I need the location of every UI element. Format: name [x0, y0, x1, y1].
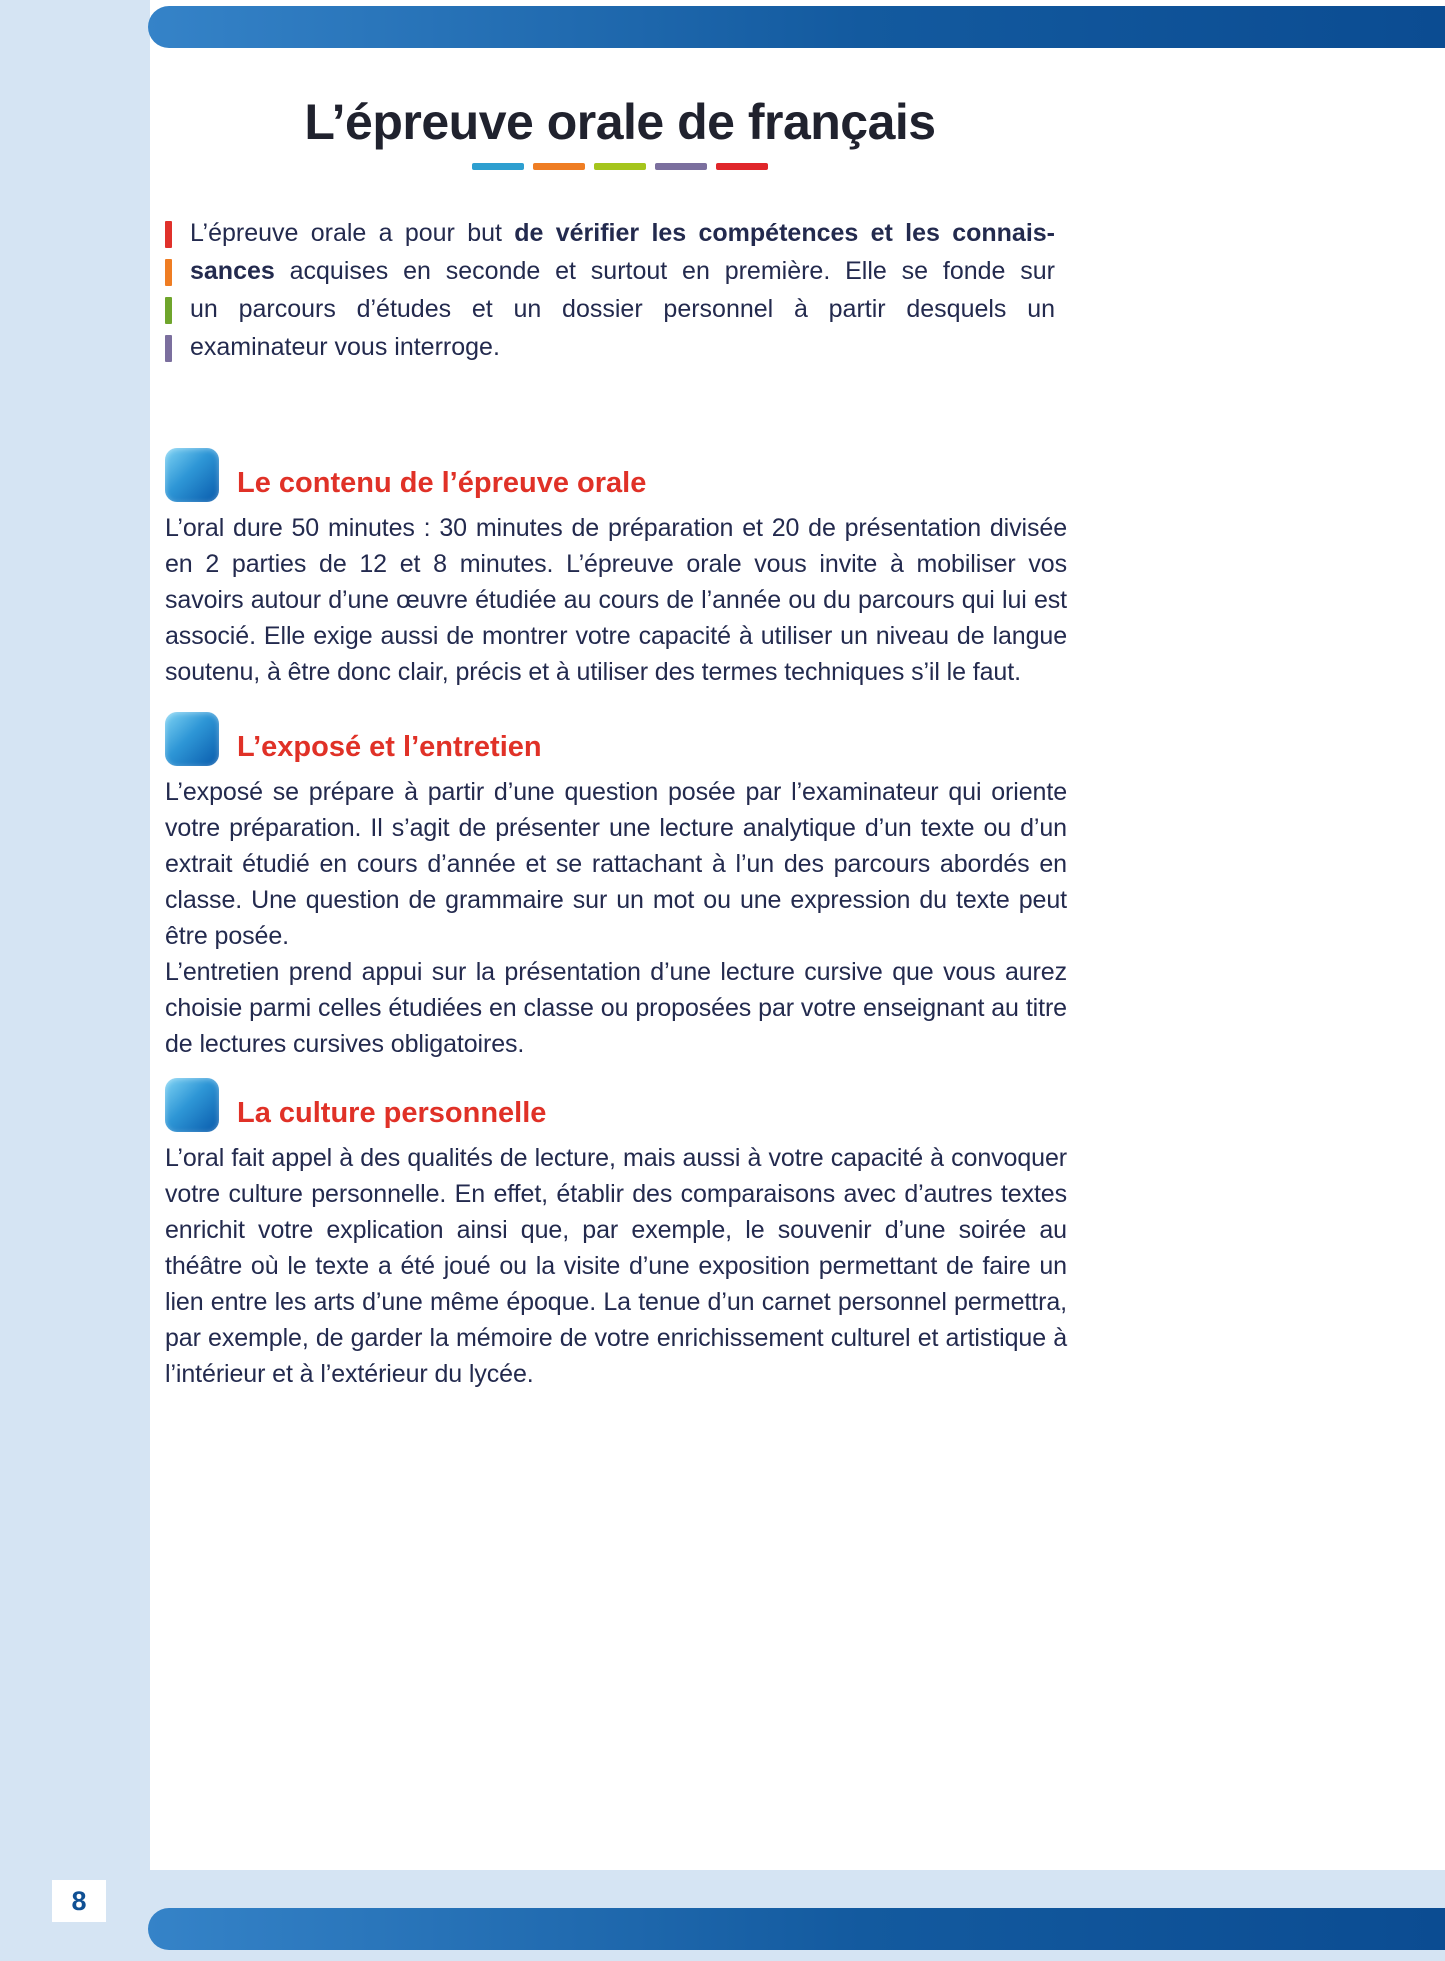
intro-text-run: L’épreuve orale a pour but [190, 219, 515, 247]
section-heading: La culture personnelle [237, 1097, 547, 1129]
intro-line-text [190, 252, 1055, 290]
section-heading: L’exposé et l’entretien [237, 731, 542, 763]
intro-line [165, 328, 1055, 366]
intro-line-text [190, 214, 1055, 252]
section-contenu-epreuve [165, 448, 1067, 690]
intro-bold-run: sances [190, 257, 275, 285]
intro-text-run: acquises en seconde et surtout en première. Elle se fonde sur [274, 257, 1055, 285]
divider-segment [655, 163, 707, 170]
intro-paragraph [165, 214, 1055, 366]
intro-line-text [190, 328, 1055, 366]
section-paragraph: L’oral fait appel à des qualités de lecture, mais aussi à votre capacité à convoquer votre culture personnelle. En effet, établir des comparaisons avec d’autres textes enrichit votre explication ainsi que, par exemple, le souvenir d’une soirée au théâtre où le texte a été joué ou la visite d’une exposition permettant de faire un lien entre les arts d’une même époque. La tenue d’un carnet personnel permettra, par exemple, de garder la mémoire de votre enrichissement culturel et artistique à l’intérieur et à l’extérieur du lycée. [165, 1144, 1067, 1388]
intro-line [165, 214, 1055, 252]
section-expose-entretien [165, 712, 1067, 1062]
intro-accent-bar [165, 335, 172, 362]
section-paragraph: L’exposé se prépare à partir d’une question posée par l’examinateur qui oriente votre préparation. Il s’agit de présenter une lecture analytique d’un texte ou d’un extrait étudié en cours d’année et se rattachant à l’un des parcours abordés en classe. Une question de grammaire sur un mot ou une expression du texte peut être posée. [165, 778, 1067, 950]
section-bullet-icon [165, 712, 219, 766]
section-header [165, 1078, 1067, 1132]
section-culture-personnelle [165, 1078, 1067, 1392]
section-paragraph: L’oral dure 50 minutes : 30 minutes de préparation et 20 de présentation divisée en 2 parties de 12 et 8 minutes. L’épreuve orale vous invite à mobiliser vos savoirs autour d’une œuvre étudiée au cours de l’année ou du parcours qui lui est associé. Elle exige aussi de montrer votre capacité à utiliser un niveau de langue soutenu, à être donc clair, précis et à utiliser des termes techniques s’il le faut. [165, 514, 1067, 686]
section-bullet-icon [165, 448, 219, 502]
page-number-text: 8 [71, 1885, 87, 1916]
page-title: L’épreuve orale de français [304, 94, 936, 150]
intro-bold-run: de vérifier les compétences et les connais- [514, 219, 1056, 247]
section-header [165, 448, 1067, 502]
bottom-banner-bar [148, 1908, 1445, 1950]
intro-line [165, 290, 1055, 328]
divider-segment [472, 163, 524, 170]
section-heading: Le contenu de l’épreuve orale [237, 467, 647, 499]
divider-segment [533, 163, 585, 170]
page-number [52, 1880, 106, 1922]
section-header [165, 712, 1067, 766]
left-margin-band [0, 0, 150, 1961]
section-bullet-icon [165, 1078, 219, 1132]
intro-line-text [190, 290, 1055, 328]
divider-segment [716, 163, 768, 170]
divider-segment [594, 163, 646, 170]
intro-accent-bar [165, 259, 172, 286]
section-paragraph: L’entretien prend appui sur la présentation d’une lecture cursive que vous aurez choisie parmi celles étudiées en classe ou proposées par votre enseignant au titre de lectures cursives obligatoires. [165, 958, 1067, 1058]
title-divider [150, 163, 1090, 170]
intro-line [165, 252, 1055, 290]
intro-accent-bar [165, 221, 172, 248]
intro-accent-bar [165, 297, 172, 324]
intro-text-run: un parcours d’études et un dossier personnel à partir desquels un [190, 295, 1055, 323]
intro-text-run: examinateur vous interroge. [190, 333, 500, 361]
page-content [150, 0, 1090, 1870]
